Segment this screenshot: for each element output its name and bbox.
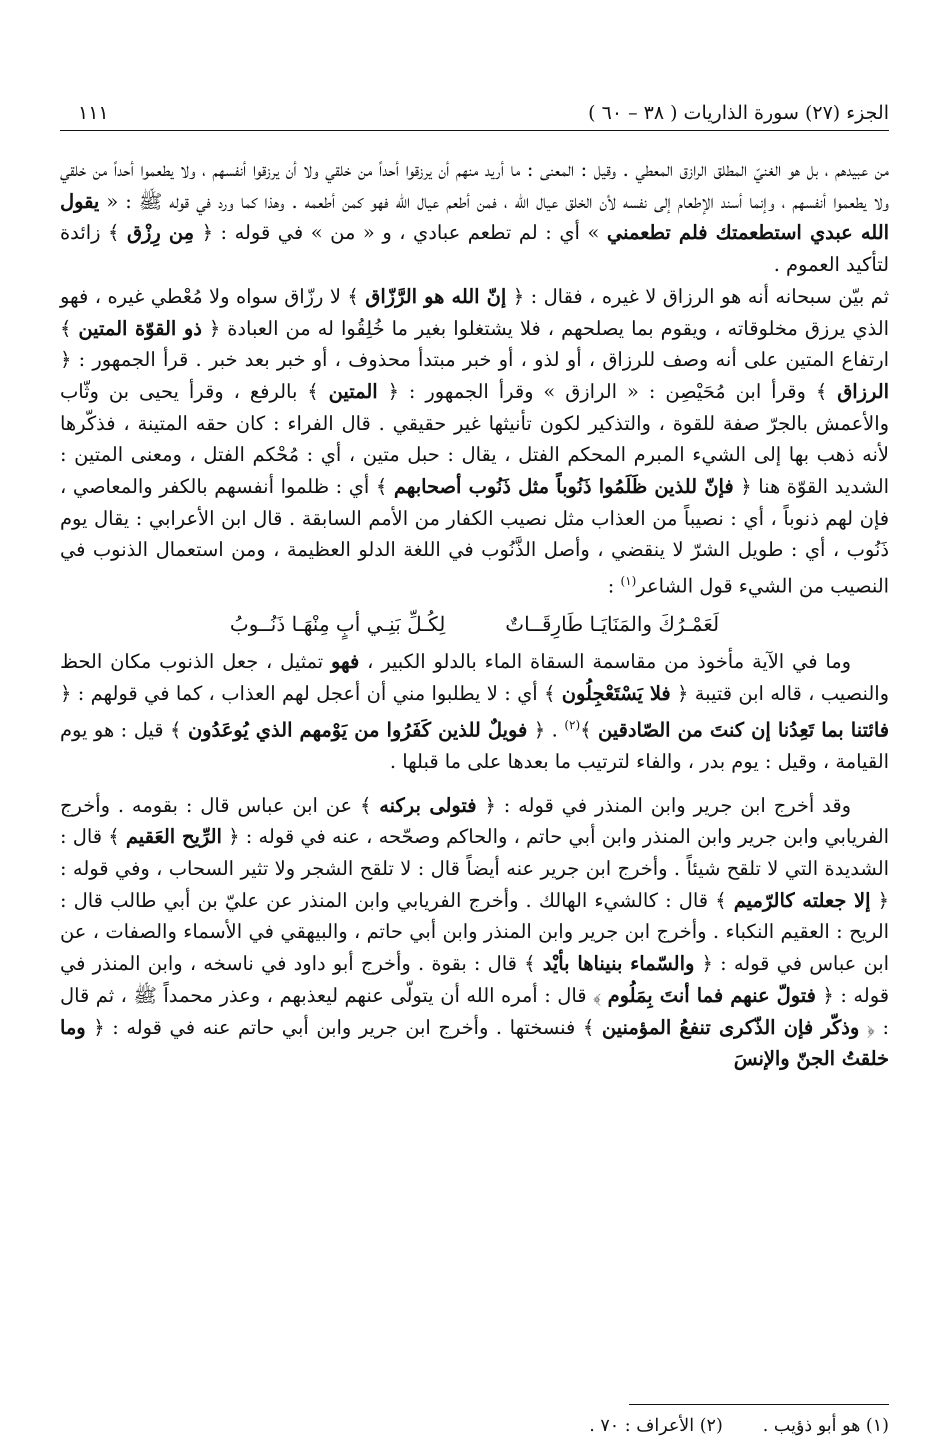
book-page (60, 98, 890, 1436)
text-run: ﴾ وقرأ ابن مُحَيْصِن : « الرازق » وقرأ الجمهور : ﴿ (377, 379, 838, 403)
header-title: الجزء (٢٧) سورة الذاريات ( ٣٨ – ٦٠ ) (588, 102, 889, 124)
text-run: ﴾ قال : أمره الله أن يتولّى عنهم ليعذبهم ، وعذر محمداً ﷺ ، ثم قال : ﴿ (60, 983, 889, 1039)
verse-hemistich-first: لَعَمْـرُكَ والمَنَايَـا طَارِقَــاتٌ (505, 612, 720, 637)
text-run: ثم بيّن سبحانه أنه هو الرزاق لا غيره ، فقال : ﴿ (506, 284, 889, 308)
bold-quote: يقول الله عبدي استطعمتك فلم تطعمني (60, 189, 890, 245)
text-run: ﴾ قال : بقوة . وأخرج أبو داود في ناسخه ، وابن المنذر في قوله : ﴿ (60, 952, 889, 1007)
text-run: ﴾ أي : ظلموا أنفسهم بالكفر والمعاصي ، فإن لهم ذنوباً ، أي : نصيباً من العذاب مثل نصيب الكفار من الأمم السابقة . قال ابن الأعرابي : يقال يوم ذَنُوب ، أي : طويل الشرّ لا ينقضي ، وأصل الذَّنُوب في اللغة الدلو العظيمة ، ومن استعمال الذنوب في النصيب من الشيء قول الشاعر (60, 475, 889, 598)
footnote-2: (٢) الأعراف : ٧٠ . (589, 1416, 723, 1436)
paragraph (60, 154, 889, 281)
text-run: ﴾ (580, 718, 599, 742)
page-number: ١١١ (78, 102, 109, 124)
bold-quote: فهو (331, 650, 360, 674)
bold-quote: إلا جعلته كالرّميم (733, 888, 871, 912)
bold-quote: ذو القوّة المتين (78, 316, 202, 340)
bold-quote: إنّ الله هو الرَّزّاق (365, 284, 507, 308)
text-run: وقد أخرج ابن جرير وابن المنذر في قوله : ﴿ (476, 793, 851, 817)
text-run: وما في الآية مأخوذ من مقاسمة السقاة الماء بالدلو الكبير ، (359, 650, 851, 674)
footnote-marker: (٢) (564, 717, 581, 732)
text-run: : (607, 574, 621, 598)
bold-quote: والسّماء بنيناها بأيْد (542, 952, 695, 976)
text-run: ﴾ لا رزّاق سواه ولا مُعْطي غيره ، فهو الذي يرزق مخلوقاته ، ويقوم بما يصلحهم ، فلا يشتغلوا بغير ما خُلِقُوا له من العبادة ﴿ (60, 284, 889, 340)
text-run: ﴾ أي : لا يطلبوا مني أن أعجل لهم العذاب ، كما في قولهم : ﴿ (60, 682, 562, 706)
poetry-verse (60, 604, 889, 644)
paragraph (60, 646, 889, 777)
text-run: ﴾ ارتفاع المتين على أنه وصف للرزاق ، أو لذو ، أو خبر مبتدأ محذوف ، أو خبر بعد خبر . قرأ الجمهور : ﴿ (60, 316, 889, 372)
footnotes (589, 1416, 889, 1436)
bold-quote: فإنّ للذين ظَلَمُوا ذَنُوباً مثل ذَنُوب أصحابهم (393, 475, 734, 499)
text-run: ﴾ زائدة لتأكيد العموم . (60, 221, 889, 277)
text-run: ﴾ بالرفع ، وقرأ يحيى بن وثّاب والأعمش بالجرّ صفة للقوة ، والتذكير لكون تأنيثها غير حقيقي . قال الفراء : كان حقه المتينة ، فذكّرها لأنه ذهب بها إلى الشيء المبرم المحكم الفتل ، يقال : حبل متين ، أي : مُحْكم الفتل ، ومعنى المتين : الشديد القوّة هنا ﴿ (60, 379, 889, 499)
bold-quote: فلا يَسْتَعْجِلُون (561, 682, 671, 706)
bold-quote: وما خلقتُ الجنّ والإنسَ (60, 1015, 889, 1071)
text-run: ﴾ قال : الشديدة التي لا تلقح شيئاً . وأخرج ابن جرير عنه أيضاً قال : لا تلقح الشجر ولا تثير السحاب ، وفي قوله : ﴿ (60, 825, 889, 912)
footnote-marker: (١) (620, 574, 637, 589)
bold-quote: فتولى بركنه (379, 793, 477, 817)
bold-quote: الرِّيح العَقيم (125, 825, 222, 849)
text-run: ﴾ قيل : هو يوم القيامة ، وقيل : يوم بدر ، والفاء لترتيب ما بعدها على ما قبلها . (60, 718, 889, 773)
text-run: . ﴿ (527, 718, 565, 742)
bold-quote: فتولّ عنهم فما أنتَ بِمَلُوم (607, 983, 816, 1007)
bold-quote: المتين (328, 379, 378, 403)
footnote-1: (١) هو أبو ذؤيب . (762, 1416, 889, 1436)
paragraph (60, 281, 889, 603)
bold-quote: وذكّر فإن الذّكرى تنفعُ المؤمنين (601, 1015, 860, 1039)
bold-quote: الرزاق (837, 379, 889, 403)
bold-quote: فويلٌ للذين كَفَرُوا من يَوْمهم الذي يُوعَدُون (187, 718, 528, 742)
bold-quote: فائتنا بما تَعِدُنا إن كنتَ من الصّادقين (598, 718, 889, 742)
text-run: ﴾ عن ابن عباس قال : بقومه . وأخرج الفريابي وابن جرير وابن المنذر وابن أبي حاتم ، والحاكم وصحّحه ، عنه في قوله : ﴿ (60, 793, 890, 849)
running-header (60, 98, 889, 131)
footnote-divider (629, 1404, 889, 1405)
main-text (60, 154, 889, 1075)
text-run: ﴾ قال : كالشيء الهالك . وأخرج الفريابي وابن المنذر عن عليّ بن أبي طالب قال : الريح : العقيم النكباء . وأخرج ابن جرير وابن المنذر وابن أبي حاتم ، والبيهقي في الأسماء والصفات ، عن ابن عباس في قوله : ﴿ (60, 888, 889, 976)
text-run: تمثيل ، جعل الذنوب مكان الحظ والنصيب ، قاله ابن قتيبة ﴿ (60, 650, 889, 706)
text-run: » أي : لم تطعم عبادي ، و « من » في قوله : ﴿ (194, 221, 607, 245)
verse-hemistich-second: لِكُـلِّ بَنِـي أبٍ مِنْهَـا ذَنُــوبُ (229, 612, 446, 637)
text-run: من عبيدهم ، بل هو الغنيّ المطلق الرازق المعطي . وقيل : المعنى : ما أريد منهم أن يرزقوا أحداً من خلقي ولا أن يرزقوا أنفسهم ، ولا يطعموا أحداً من خلقي ولا يطعموا أنفسهم ، وإنما أسند الإطعام إلى نفسه لأن الخلق عيال الله ، فمن أطعم عيال الله فهو كمن أطعمه . وهذا كما ورد في قوله ﷺ : « (60, 158, 889, 213)
text-run: ﴾ فنسختها . وأخرج ابن جرير وابن أبي حاتم عنه في قوله : ﴿ (85, 1015, 602, 1039)
bold-quote: مِن رِزْق (126, 221, 195, 245)
paragraph-gap (60, 778, 889, 790)
paragraph (60, 790, 889, 1075)
